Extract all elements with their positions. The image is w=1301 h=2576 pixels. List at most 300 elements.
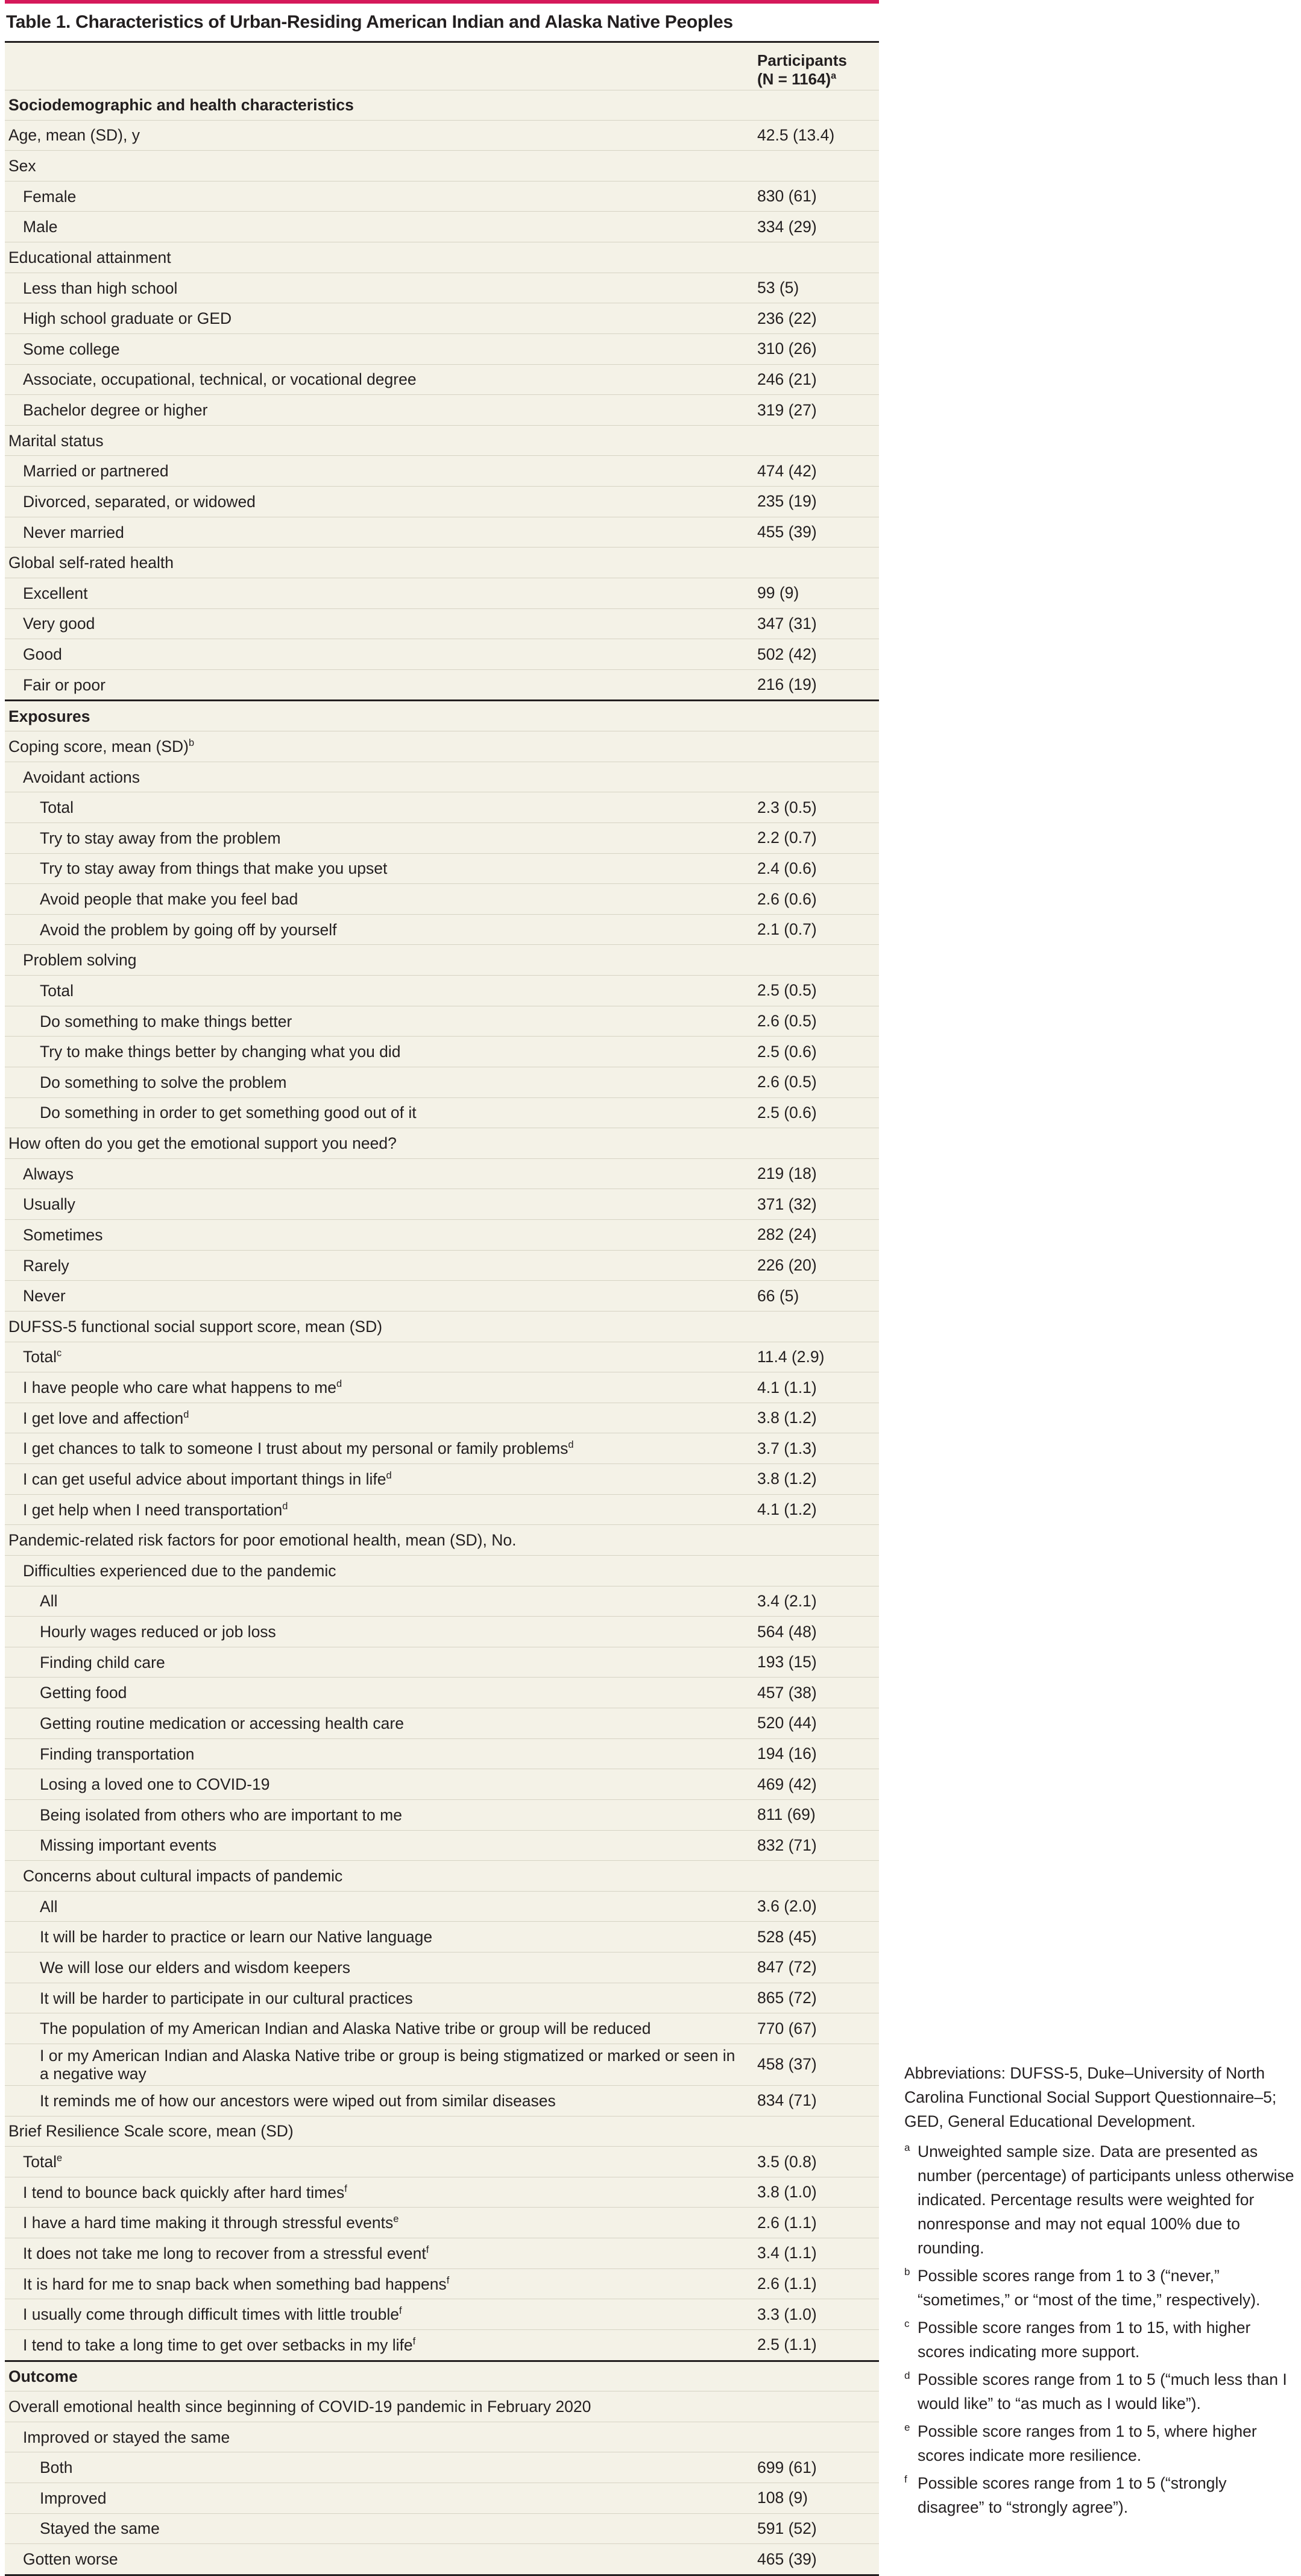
footnote-text: Possible scores range from 1 to 3 (“never,” “sometimes,” or “most of the time,” respectively). <box>918 2267 1261 2309</box>
table-row <box>5 1219 879 1250</box>
row-label-text: Total <box>40 981 74 1000</box>
table-row <box>5 1647 879 1678</box>
row-value: 236 (22) <box>757 309 817 327</box>
row-label <box>5 676 757 694</box>
row-label-text: I usually come through difficult times with little trouble <box>23 2305 400 2324</box>
row-value: 3.7 (1.3) <box>757 1439 817 1457</box>
abbreviations-note: Abbreviations: DUFSS-5, Duke–University of North Carolina Functional Social Support Questionnaire–5; GED, General Educational Development. <box>904 2064 1277 2130</box>
row-value: 847 (72) <box>757 1958 817 1977</box>
row-label <box>5 1592 757 1610</box>
row-label-text: Do something to solve the problem <box>40 1073 287 1091</box>
row-label <box>5 584 757 602</box>
table-row <box>5 1921 879 1952</box>
table-row <box>5 394 879 425</box>
footnote-marker: d <box>386 1470 392 1482</box>
row-value: 457 (38) <box>757 1683 817 1702</box>
row-label-text: Educational attainment <box>8 248 171 267</box>
row-label <box>5 1623 757 1641</box>
table-body <box>5 90 879 2574</box>
table-row <box>5 1524 879 1555</box>
row-label-text: Avoid the problem by going off by yourself <box>40 920 337 939</box>
row-label <box>5 1928 757 1946</box>
row-label-text: Concerns about cultural impacts of pandemic <box>23 1867 343 1885</box>
footnote-marker: c <box>56 1348 62 1359</box>
column-header-blank <box>5 43 757 90</box>
footnote-marker: d <box>183 1409 189 1420</box>
row-value: 53 (5) <box>757 279 799 297</box>
row-label <box>5 1073 757 1091</box>
row-label <box>5 798 757 816</box>
row-label-text: All <box>40 1897 58 1916</box>
row-value: 347 (31) <box>757 614 817 633</box>
row-label-text: DUFSS-5 functional social support score, mean (SD) <box>8 1317 383 1336</box>
row-label <box>5 1257 757 1275</box>
row-label <box>5 248 757 267</box>
table-row <box>5 455 879 486</box>
row-value: 3.4 (1.1) <box>757 2244 817 2262</box>
table-container <box>5 0 879 2576</box>
row-label <box>5 493 757 511</box>
row-label <box>5 96 757 114</box>
footnote-text: Possible score ranges from 1 to 15, with higher scores indicating more support. <box>918 2319 1251 2361</box>
table-row <box>5 1006 879 1037</box>
table-row <box>5 1097 879 1128</box>
row-label <box>5 2019 757 2038</box>
participants-header-line2: (N = 1164)$^a$ <box>757 70 837 88</box>
table-row <box>5 1769 879 1799</box>
row-value: 219 (18) <box>757 1164 817 1183</box>
table-row <box>5 425 879 456</box>
table-row <box>5 303 879 333</box>
row-value: 564 (48) <box>757 1622 817 1641</box>
row-value: 3.8 (1.0) <box>757 2183 817 2202</box>
row-label-text: Always <box>23 1164 74 1183</box>
row-value: 458 (37) <box>757 2055 817 2074</box>
row-label <box>5 982 757 1000</box>
row-label <box>5 1867 757 1885</box>
table-row <box>5 1616 879 1647</box>
footnote-marker: f <box>344 2183 347 2194</box>
row-label <box>5 2519 757 2537</box>
row-label <box>5 614 757 633</box>
row-label-text: Problem solving <box>23 951 137 970</box>
footnote-mark: b <box>904 2266 910 2278</box>
row-value: 528 (45) <box>757 1927 817 1946</box>
row-label <box>5 309 757 327</box>
footnote-item <box>904 2471 1296 2519</box>
footnote-text: Possible scores range from 1 to 5 (“strongly disagree” to “strongly agree”). <box>918 2474 1227 2516</box>
row-label-text: Female <box>23 187 77 206</box>
row-label-text: Male <box>23 218 58 236</box>
row-value: 465 (39) <box>757 2549 817 2568</box>
table-row <box>5 2116 879 2147</box>
row-label <box>5 1195 757 1213</box>
table-row <box>5 883 879 914</box>
row-label <box>5 401 757 419</box>
row-label-text: Total <box>40 798 74 817</box>
table-row <box>5 1830 879 1861</box>
footnotes <box>904 2061 1296 2523</box>
table-row <box>5 181 879 212</box>
row-label <box>5 951 757 969</box>
row-label-text: Fair or poor <box>23 675 106 694</box>
table-row <box>5 975 879 1006</box>
footnote-item <box>904 2139 1296 2260</box>
row-label <box>5 462 757 480</box>
row-label <box>5 2458 757 2477</box>
row-value: 2.4 (0.6) <box>757 859 817 877</box>
row-value: 3.5 (0.8) <box>757 2152 817 2171</box>
table-row <box>5 1067 879 1097</box>
row-value: 474 (42) <box>757 461 817 480</box>
row-value: 2.6 (0.5) <box>757 1073 817 1091</box>
table-row <box>5 2329 879 2360</box>
row-label <box>5 370 757 388</box>
row-label <box>5 1134 757 1152</box>
row-label <box>5 1409 757 1427</box>
row-label-text: I have people who care what happens to me <box>23 1378 337 1397</box>
row-label-text: Good <box>23 645 62 664</box>
table-row <box>5 1250 879 1281</box>
footnote-marker: d <box>568 1439 574 1451</box>
row-value: 2.6 (1.1) <box>757 2213 817 2232</box>
row-label-text: Try to stay away from things that make you upset <box>40 859 388 878</box>
row-label-text: Rarely <box>23 1256 69 1275</box>
row-label <box>5 340 757 358</box>
table-row <box>5 2146 879 2177</box>
row-label-text: It is hard for me to snap back when something bad happens <box>23 2275 447 2293</box>
row-label <box>5 2047 757 2083</box>
row-value: 2.6 (1.1) <box>757 2275 817 2293</box>
row-label <box>5 1562 757 1580</box>
row-label-text: Less than high school <box>23 279 178 297</box>
row-value: 226 (20) <box>757 1256 817 1274</box>
table-row <box>5 1494 879 1525</box>
row-value: 3.8 (1.2) <box>757 1409 817 1427</box>
table-row <box>5 1158 879 1189</box>
row-label <box>5 2367 757 2385</box>
row-label <box>5 1439 757 1457</box>
row-value: 2.6 (0.6) <box>757 889 817 908</box>
row-value: 455 (39) <box>757 523 817 541</box>
table-row <box>5 639 879 669</box>
row-value: 66 (5) <box>757 1286 799 1305</box>
row-label-text: Exposures <box>8 707 90 725</box>
row-label-text: Outcome <box>8 2367 78 2385</box>
row-label <box>5 1470 757 1488</box>
row-value: 811 (69) <box>757 1805 816 1824</box>
table-row <box>5 822 879 853</box>
row-label <box>5 554 757 572</box>
row-label-text: Married or partnered <box>23 462 169 481</box>
row-label-text: Pandemic-related risk factors for poor emotional health, mean (SD), No. <box>8 1531 517 1550</box>
row-label-text: Avoid people that make you feel bad <box>40 890 298 908</box>
row-label <box>5 1806 757 1824</box>
row-value: 310 (26) <box>757 339 817 358</box>
table-row <box>5 150 879 181</box>
row-label <box>5 1501 757 1519</box>
row-label <box>5 279 757 297</box>
table-row <box>5 2452 879 2483</box>
row-label-text: The population of my American Indian and Alaska Native tribe or group will be reduced <box>40 2019 651 2038</box>
row-label <box>5 829 757 847</box>
row-label <box>5 1684 757 1702</box>
table-row <box>5 2207 879 2238</box>
row-label <box>5 1043 757 1061</box>
row-label <box>5 1378 757 1397</box>
row-label-text: Associate, occupational, technical, or vocational degree <box>23 370 417 389</box>
table-row <box>5 1891 879 1922</box>
row-label <box>5 768 757 786</box>
table-row <box>5 2085 879 2116</box>
footnote-marker: d <box>282 1500 288 1512</box>
row-label <box>5 2153 757 2171</box>
row-label <box>5 707 757 725</box>
table-row <box>5 486 879 517</box>
row-value: 2.5 (0.5) <box>757 981 817 1000</box>
table-row <box>5 1403 879 1433</box>
table-row <box>5 1952 879 1983</box>
row-label <box>5 1989 757 2007</box>
table-row <box>5 2513 879 2544</box>
row-label <box>5 1714 757 1732</box>
section-header-row <box>5 90 879 120</box>
footnote-marker: f <box>412 2335 416 2347</box>
row-value: 3.8 (1.2) <box>757 1470 817 1488</box>
row-value: 865 (72) <box>757 1989 817 2007</box>
table-row <box>5 1983 879 2013</box>
table-row <box>5 1860 879 1891</box>
footnote-mark: d <box>904 2370 910 2381</box>
table-row <box>5 517 879 548</box>
table-row <box>5 1738 879 1769</box>
table-row <box>5 364 879 395</box>
row-label-text: Getting routine medication or accessing health care <box>40 1714 404 1732</box>
row-value: 2.5 (0.6) <box>757 1103 817 1122</box>
table-row <box>5 2422 879 2452</box>
row-label-text: Both <box>40 2458 73 2477</box>
row-value: 770 (67) <box>757 2019 817 2038</box>
row-label <box>5 1348 757 1366</box>
table-row <box>5 242 879 273</box>
row-value: 520 (44) <box>757 1714 817 1732</box>
table-row <box>5 578 879 608</box>
row-label <box>5 1226 757 1244</box>
row-label-text: I or my American Indian and Alaska Native tribe or group is being stigmatized or marked or seen in a negative way <box>40 2046 736 2083</box>
footnote-list <box>904 2139 1296 2519</box>
row-label-text: Divorced, separated, or widowed <box>23 492 256 511</box>
table-row <box>5 944 879 975</box>
row-label-text: I get love and affection <box>23 1409 184 1427</box>
row-label-text: Usually <box>23 1195 75 1214</box>
row-value: 3.4 (2.1) <box>757 1591 817 1610</box>
row-label-text: Difficulties experienced due to the pandemic <box>23 1561 336 1580</box>
row-label <box>5 1745 757 1763</box>
row-label-text: Improved or stayed the same <box>23 2428 230 2446</box>
row-label <box>5 2398 757 2416</box>
row-label <box>5 1836 757 1854</box>
participants-header-line1: Participants <box>757 51 847 69</box>
row-value: 11.4 (2.9) <box>757 1347 825 1366</box>
table-row <box>5 914 879 945</box>
row-label <box>5 1898 757 1916</box>
row-label-text: Total <box>23 2153 57 2171</box>
row-label-text: Missing important events <box>40 1836 217 1855</box>
footnote-item <box>904 2264 1296 2312</box>
row-value: 2.5 (1.1) <box>757 2335 817 2354</box>
footnote-marker: e <box>393 2214 399 2225</box>
table-row <box>5 1372 879 1403</box>
row-value: 2.1 (0.7) <box>757 920 817 939</box>
row-label-text: Excellent <box>23 584 88 602</box>
row-label-text: Improved <box>40 2489 107 2507</box>
row-label-text: I can get useful advice about important things in life <box>23 1470 386 1488</box>
row-value: 502 (42) <box>757 645 817 663</box>
row-label <box>5 2183 757 2202</box>
table-title: Table 1. Characteristics of Urban-Residing American Indian and Alaska Native Peoples <box>6 12 733 32</box>
table-row <box>5 1586 879 1617</box>
row-label <box>5 859 757 877</box>
row-label <box>5 2275 757 2293</box>
footnote-marker: d <box>336 1378 342 1390</box>
table-row <box>5 2268 879 2299</box>
row-label <box>5 2489 757 2507</box>
row-label-text: Hourly wages reduced or job loss <box>40 1623 276 1641</box>
row-value: 42.5 (13.4) <box>757 125 835 144</box>
row-label-text: Gotten worse <box>23 2550 118 2569</box>
row-label <box>5 1287 757 1305</box>
table-row <box>5 1128 879 1158</box>
row-label-text: Marital status <box>8 431 104 450</box>
table-row <box>5 1036 879 1067</box>
table-row <box>5 1677 879 1708</box>
table-row <box>5 547 879 578</box>
row-value: 194 (16) <box>757 1744 817 1763</box>
row-value: 830 (61) <box>757 187 817 206</box>
row-label <box>5 2122 757 2140</box>
row-label <box>5 1531 757 1549</box>
row-label-text: We will lose our elders and wisdom keepers <box>40 1958 351 1977</box>
row-value: 4.1 (1.2) <box>757 1500 817 1518</box>
footnote-marker: f <box>446 2275 450 2286</box>
row-label-text: Never married <box>23 523 124 541</box>
footnote-marker: f <box>426 2244 429 2256</box>
row-label-text: Sociodemographic and health characteristics <box>8 96 354 115</box>
table-row <box>5 2013 879 2044</box>
table-row <box>5 2238 879 2268</box>
row-value: 282 (24) <box>757 1225 817 1244</box>
table-row <box>5 120 879 151</box>
row-label-text: I get chances to talk to someone I trust about my personal or family problems <box>23 1439 569 1458</box>
footnote-text: Unweighted sample size. Data are presented as number (percentage) of participants unless otherwise indicated. Percentage results were weighted for nonresponse and may not equal 100% due to rounding. <box>918 2142 1294 2257</box>
row-label <box>5 218 757 236</box>
section-header-row <box>5 2360 879 2391</box>
table-row <box>5 792 879 822</box>
row-value: 319 (27) <box>757 400 817 419</box>
row-value: 216 (19) <box>757 675 817 694</box>
row-label-text: Try to stay away from the problem <box>40 829 281 847</box>
row-label <box>5 1012 757 1031</box>
table-row <box>5 2543 879 2574</box>
row-label-text: Do something to make things better <box>40 1012 292 1031</box>
table-row <box>5 1342 879 1372</box>
table-row <box>5 1433 879 1463</box>
table-row <box>5 2044 879 2085</box>
table-row <box>5 211 879 242</box>
row-value: 235 (19) <box>757 492 817 511</box>
footnote-marker: e <box>56 2153 63 2164</box>
row-label-text: Coping score, mean (SD) <box>8 737 189 756</box>
row-value: 834 (71) <box>757 2091 817 2110</box>
row-label-text: Sometimes <box>23 1225 103 1244</box>
row-value: 3.3 (1.0) <box>757 2305 817 2323</box>
row-label <box>5 2550 757 2568</box>
table-row <box>5 669 879 700</box>
row-value: 2.6 (0.5) <box>757 1012 817 1030</box>
row-label-text: Never <box>23 1287 66 1305</box>
row-value: 99 (9) <box>757 584 799 602</box>
row-value: 4.1 (1.1) <box>757 1378 817 1397</box>
row-label <box>5 188 757 206</box>
row-label <box>5 2244 757 2262</box>
table-row <box>5 1311 879 1342</box>
row-label-text: Bachelor degree or higher <box>23 401 208 420</box>
row-label-text: Age, mean (SD), y <box>8 126 140 145</box>
row-label-text: Overall emotional health since beginning of COVID-19 pandemic in February 2020 <box>8 2397 591 2416</box>
table-row <box>5 608 879 639</box>
footnote-item <box>904 2316 1296 2364</box>
row-label <box>5 2214 757 2232</box>
row-label <box>5 2336 757 2354</box>
row-value: 246 (21) <box>757 370 817 388</box>
footnote-item <box>904 2419 1296 2467</box>
row-value: 2.5 (0.6) <box>757 1042 817 1061</box>
row-label-text: Sex <box>8 157 36 175</box>
row-label-text: Do something in order to get something good out of it <box>40 1103 417 1122</box>
table-row <box>5 731 879 762</box>
row-label <box>5 2305 757 2323</box>
table-row <box>5 853 879 884</box>
footnote-mark: f <box>904 2473 907 2485</box>
table-row <box>5 2391 879 2422</box>
row-label-text: Brief Resilience Scale score, mean (SD) <box>8 2122 294 2141</box>
row-label <box>5 1775 757 1793</box>
row-label-text: Avoidant actions <box>23 768 140 786</box>
table-row <box>5 1189 879 1219</box>
row-label-text: It reminds me of how our ancestors were wiped out from similar diseases <box>40 2091 556 2110</box>
row-value: 2.3 (0.5) <box>757 798 817 816</box>
row-label-text: Losing a loved one to COVID-19 <box>40 1775 270 1794</box>
row-label <box>5 645 757 663</box>
table-row <box>5 762 879 792</box>
footnote-text: Possible scores range from 1 to 5 (“much less than I would like” to “as much as I would like”). <box>918 2370 1287 2413</box>
row-label-text: Being isolated from others who are important to me <box>40 1805 402 1824</box>
row-label-text: Finding child care <box>40 1653 165 1672</box>
row-label-text: I tend to take a long time to get over setbacks in my life <box>23 2335 413 2354</box>
characteristics-table <box>5 41 879 2576</box>
row-label-text: It will be harder to participate in our cultural practices <box>40 1989 413 2007</box>
row-value: 699 (61) <box>757 2458 817 2477</box>
table-row <box>5 1463 879 1494</box>
row-label-text: I tend to bounce back quickly after hard times <box>23 2183 345 2202</box>
row-value: 334 (29) <box>757 217 817 236</box>
row-value: 3.6 (2.0) <box>757 1897 817 1916</box>
row-label <box>5 1653 757 1672</box>
row-label-text: Very good <box>23 614 95 633</box>
row-label <box>5 2092 757 2110</box>
row-label-text: Finding transportation <box>40 1744 195 1763</box>
table-row <box>5 1555 879 1586</box>
